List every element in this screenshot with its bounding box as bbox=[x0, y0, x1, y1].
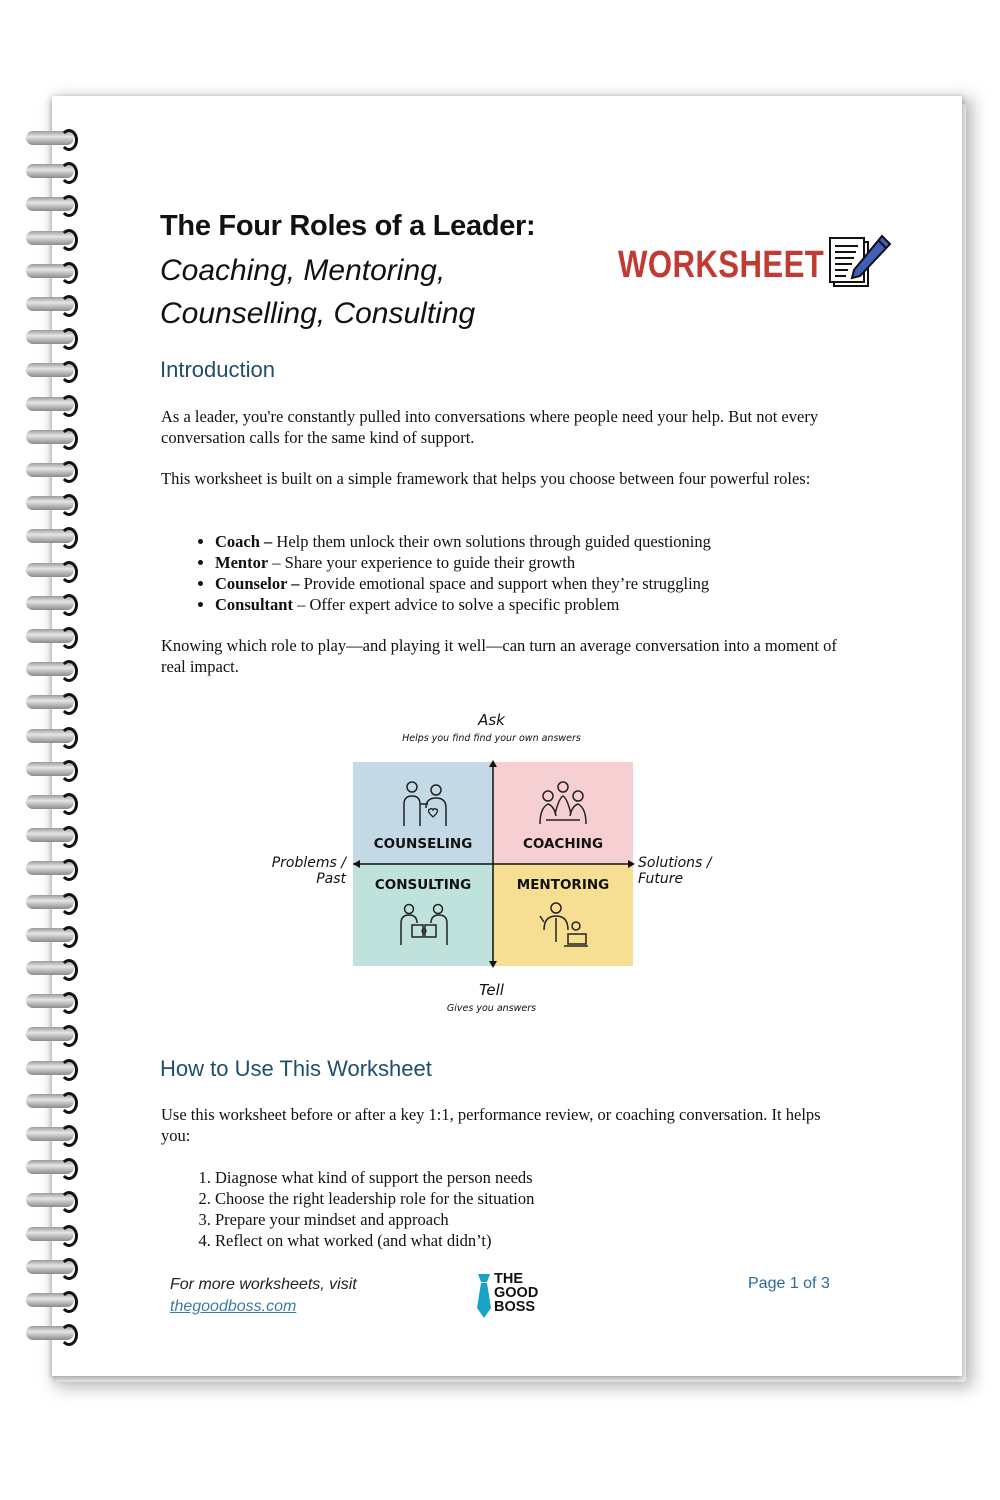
document-pen-icon bbox=[826, 232, 892, 298]
quadrant-axes bbox=[353, 760, 635, 968]
list-item: 1. Diagnose what kind of support the person needs bbox=[215, 1167, 534, 1188]
brand-logo-text bbox=[494, 1272, 538, 1314]
list-item: 2. Choose the right leadership role for the situation bbox=[215, 1188, 534, 1209]
spiral-ring bbox=[22, 1058, 90, 1078]
page-subtitle-line2: Counselling, Consulting bbox=[160, 297, 476, 330]
spiral-ring bbox=[22, 626, 90, 646]
role-name: Mentor bbox=[215, 553, 269, 572]
how-to-paragraph: Use this worksheet before or after a key 1:1, performance review, or coaching conversation. It helps you: bbox=[161, 1105, 821, 1145]
list-item bbox=[215, 531, 711, 552]
role-separator: – bbox=[259, 532, 277, 551]
axis-top-sublabel: Helps you find find your own answers bbox=[402, 733, 581, 744]
footer-more-text: For more worksheets, visit bbox=[170, 1276, 357, 1293]
steps-list bbox=[161, 1167, 534, 1251]
spiral-ring bbox=[22, 194, 90, 214]
counseling-icon bbox=[400, 778, 450, 828]
spiral-ring bbox=[22, 1190, 90, 1210]
spiral-ring bbox=[22, 128, 90, 148]
spiral-ring bbox=[22, 1323, 90, 1343]
spiral-ring bbox=[22, 892, 90, 912]
footer-more-worksheets bbox=[170, 1274, 357, 1318]
spiral-ring bbox=[22, 228, 90, 248]
four-roles-diagram bbox=[240, 705, 760, 1025]
mentoring-icon bbox=[538, 902, 590, 948]
spiral-ring bbox=[22, 1124, 90, 1144]
role-description: Offer expert advice to solve a specific problem bbox=[309, 595, 620, 614]
spiral-ring bbox=[22, 659, 90, 679]
list-item: 4. Reflect on what worked (and what didn’t) bbox=[215, 1230, 534, 1251]
spiral-ring bbox=[22, 858, 90, 878]
spiral-ring bbox=[22, 327, 90, 347]
spiral-ring bbox=[22, 792, 90, 812]
brand-line: BOSS bbox=[494, 1299, 536, 1315]
spiral-ring bbox=[22, 825, 90, 845]
axis-bottom-label: Tell bbox=[479, 981, 504, 999]
intro-paragraph-1: As a leader, you're constantly pulled into conversations where people need your help. But not every conversation calls for the same kind of support. bbox=[161, 407, 819, 447]
spiral-ring bbox=[22, 360, 90, 380]
spiral-ring bbox=[22, 1157, 90, 1177]
page-title: The Four Roles of a Leader: bbox=[160, 210, 536, 242]
spiral-ring bbox=[22, 294, 90, 314]
list-item bbox=[215, 594, 711, 615]
introduction-heading: Introduction bbox=[160, 357, 275, 382]
page-subtitle-line1: Coaching, Mentoring, bbox=[160, 254, 446, 287]
spiral-ring bbox=[22, 560, 90, 580]
spiral-ring bbox=[22, 1257, 90, 1277]
intro-paragraph-3: Knowing which role to play—and playing it well—can turn an average conversation into a moment of real impact. bbox=[161, 636, 837, 676]
thegoodboss-link[interactable]: thegoodboss.com bbox=[170, 1298, 297, 1315]
worksheet-badge: WORKSHEET bbox=[618, 244, 825, 286]
quadrant-label-coaching: COACHING bbox=[522, 836, 604, 852]
quadrant-label-mentoring: MENTORING bbox=[516, 877, 610, 893]
axis-left-label: Problems / Past bbox=[271, 855, 346, 887]
spiral-ring bbox=[22, 692, 90, 712]
spiral-binding bbox=[22, 128, 92, 1358]
spiral-ring bbox=[22, 925, 90, 945]
axis-top-label: Ask bbox=[478, 711, 505, 729]
list-item: 3. Prepare your mindset and approach bbox=[215, 1209, 534, 1230]
list-item bbox=[215, 573, 711, 594]
spiral-ring bbox=[22, 991, 90, 1011]
spiral-ring bbox=[22, 1024, 90, 1044]
page-number: Page 1 of 3 bbox=[748, 1275, 830, 1292]
spiral-ring bbox=[22, 394, 90, 414]
intro-paragraph-2: This worksheet is built on a simple framework that helps you choose between four powerful roles: bbox=[161, 469, 811, 488]
list-item bbox=[215, 552, 711, 573]
role-description: Share your experience to guide their growth bbox=[284, 553, 576, 572]
spiral-ring bbox=[22, 261, 90, 281]
brand-line: THE bbox=[494, 1271, 523, 1287]
role-name: Counselor bbox=[215, 574, 288, 593]
role-description: Provide emotional space and support when they’re struggling bbox=[303, 574, 710, 593]
how-to-heading: How to Use This Worksheet bbox=[160, 1056, 432, 1081]
role-description: Help them unlock their own solutions through guided questioning bbox=[276, 532, 711, 551]
brand-line: GOOD bbox=[494, 1285, 539, 1301]
role-name: Coach bbox=[215, 532, 260, 551]
consulting-icon bbox=[398, 903, 450, 947]
role-separator: – bbox=[292, 595, 310, 614]
roles-list bbox=[161, 531, 711, 615]
role-separator: – bbox=[268, 553, 285, 572]
tie-logo-icon bbox=[474, 1274, 494, 1320]
spiral-ring bbox=[22, 1290, 90, 1310]
role-separator: – bbox=[287, 574, 304, 593]
quadrant-label-consulting: CONSULTING bbox=[374, 877, 472, 893]
spiral-ring bbox=[22, 460, 90, 480]
spiral-ring bbox=[22, 526, 90, 546]
coaching-icon bbox=[538, 780, 588, 828]
spiral-ring bbox=[22, 161, 90, 181]
axis-bottom-sublabel: Gives you answers bbox=[446, 1003, 537, 1014]
role-name: Consultant bbox=[215, 595, 293, 614]
spiral-ring bbox=[22, 958, 90, 978]
spiral-ring bbox=[22, 726, 90, 746]
spiral-ring bbox=[22, 593, 90, 613]
axis-right-label: Solutions / Future bbox=[638, 855, 712, 887]
spiral-ring bbox=[22, 427, 90, 447]
spiral-ring bbox=[22, 1224, 90, 1244]
quadrant-label-counseling: COUNSELING bbox=[373, 836, 473, 852]
spiral-ring bbox=[22, 759, 90, 779]
spiral-ring bbox=[22, 1091, 90, 1111]
spiral-ring bbox=[22, 493, 90, 513]
